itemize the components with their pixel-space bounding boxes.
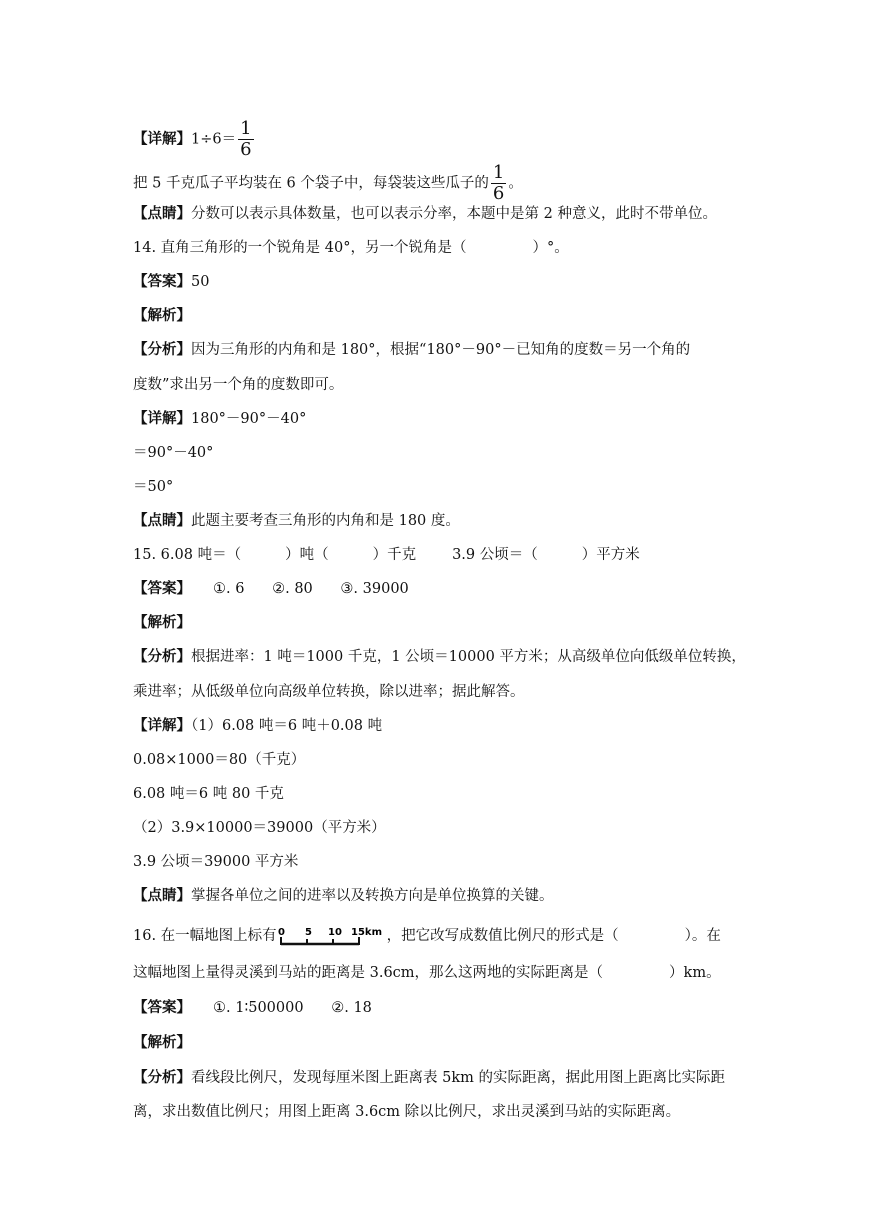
detail-14-line-3: ＝50° [133, 479, 174, 495]
analysis-label-15: 【解析】 [133, 615, 191, 631]
answer-15: 【答案】 ①. 6 ②. 80 ③. 39000 [133, 581, 409, 597]
text: 把 5 千克瓜子平均装在 6 个袋子中，每袋装这些瓜子的 [133, 175, 489, 192]
answer-16: 【答案】 ①. 1∶500000 ②. 18 [133, 1000, 372, 1016]
scale-label-10: 10 [327, 927, 342, 938]
detail-14-line-1: 【详解】180°－90°－40° [133, 411, 307, 427]
text: 1÷6＝ [191, 131, 237, 148]
analysis-16-line-2: 离，求出数值比例尺；用图上距离 3.6cm 除以比例尺，求出灵溪到马站的实际距离。 [133, 1104, 681, 1120]
question-16-line-2: 这幅地图上量得灵溪到马站的距离是 3.6cm，那么这两地的实际距离是（ ）km。 [133, 965, 721, 981]
detail-14-line-2: ＝90°－40° [133, 445, 214, 461]
note-15: 【点睛】掌握各单位之间的进率以及转换方向是单位换算的关键。 [133, 888, 554, 904]
note-line-13: 【点睛】分数可以表示具体数量，也可以表示分率，本题中是第 2 种意义，此时不带单位。 [133, 206, 717, 222]
question-14: 14. 直角三角形的一个锐角是 40°，另一个锐角是（ ）°。 [133, 240, 569, 256]
tag: 【详解】 [133, 131, 191, 148]
analysis-15-line-2: 乘进率；从低级单位向高级单位转换，除以进率；据此解答。 [133, 684, 525, 700]
fraction: $\frac{1}{6}$ [492, 162, 505, 204]
analysis-14-line-2: 度数”求出另一个角的度数即可。 [133, 377, 344, 393]
question-16-line-1: 16. 在一幅地图上标有 0 5 10 15km ，把它改写成数值比例尺的形式是（ ）。在 [133, 925, 721, 947]
note-14: 【点睛】此题主要考查三角形的内角和是 180 度。 [133, 513, 460, 529]
detail-15-line-5: 3.9 公顷＝39000 平方米 [133, 854, 299, 870]
analysis-14-line-1: 【分析】因为三角形的内角和是 180°，根据“180°－90°－已知角的度数＝另一个角的 [133, 342, 691, 358]
detail-line-2: 把 5 千克瓜子平均装在 6 个袋子中，每袋装这些瓜子的 $\frac{1}{6}$ 。 [133, 162, 523, 204]
scale-label-0: 0 [277, 927, 285, 938]
answer-14: 【答案】50 [133, 274, 210, 290]
scale-bar-icon [277, 925, 387, 947]
detail-15-line-1: 【详解】（1）6.08 吨＝6 吨＋0.08 吨 [133, 718, 383, 734]
analysis-15-line-1: 【分析】根据进率：1 吨＝1000 千克，1 公顷＝10000 平方米；从高级单位向低级单位转换， [133, 649, 746, 665]
detail-15-line-4: （2）3.9×10000＝39000（平方米） [133, 820, 386, 836]
fraction: $\frac{1}{6}$ [240, 118, 252, 160]
scale-label-5: 5 [304, 927, 312, 938]
analysis-label-16: 【解析】 [133, 1035, 191, 1051]
question-15: 15. 6.08 吨＝（ ）吨（ ）千克 3.9 公顷＝（ ）平方米 [133, 547, 640, 563]
detail-15-line-3: 6.08 吨＝6 吨 80 千克 [133, 786, 284, 802]
scale-label-15km: 15km [350, 927, 382, 938]
analysis-label-14: 【解析】 [133, 308, 191, 324]
analysis-16-line-1: 【分析】看线段比例尺，发现每厘米图上距离表 5km 的实际距离，据此用图上距离比实际距 [133, 1070, 725, 1086]
detail-line-1 [133, 119, 256, 160]
detail-15-line-2: 0.08×1000＝80（千克） [133, 752, 306, 768]
